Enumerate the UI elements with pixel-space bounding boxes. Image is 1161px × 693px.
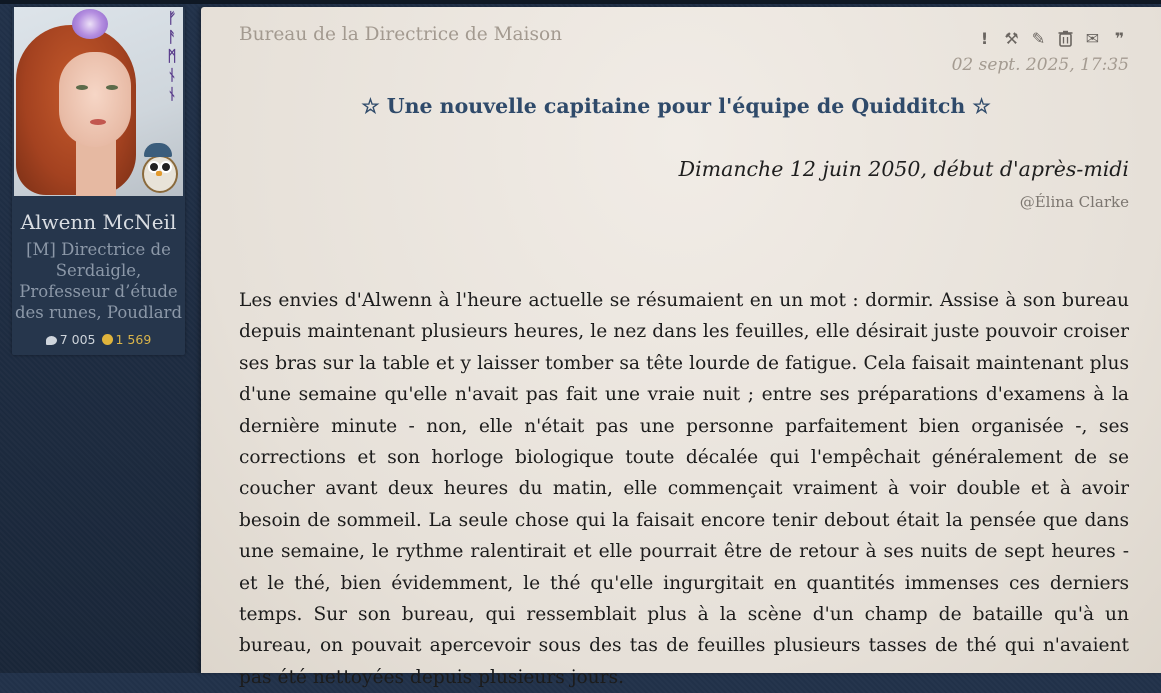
quote-icon[interactable]: ❞ [1114, 28, 1125, 48]
rune: ᚾ [167, 85, 177, 103]
post-location[interactable]: Bureau de la Directrice de Maison [239, 24, 563, 45]
avatar[interactable] [14, 7, 183, 196]
rune: ᚨ [167, 28, 177, 46]
owl-hat [144, 143, 172, 157]
rune: ᚠ [167, 9, 177, 27]
owl-icon [134, 141, 182, 193]
rune: ᚾ [167, 66, 177, 84]
post-title: ☆ Une nouvelle capitaine pour l'équipe de Quidditch ☆ [361, 94, 991, 118]
message-count: 7 005 [59, 332, 96, 347]
post-date[interactable]: 02 sept. 2025, 17:35 [951, 55, 1129, 75]
avatar-eye-right [106, 85, 118, 90]
message-count-icon [46, 336, 57, 345]
author-stats [12, 332, 185, 347]
author-rank: [M] Directrice de Serdaigle, Professeur d’étude des runes, Poudlard [14, 240, 183, 322]
avatar-face [59, 52, 131, 147]
rune: ᛗ [167, 47, 177, 65]
report-icon[interactable]: ! [980, 28, 989, 48]
delete-icon[interactable] [1056, 28, 1075, 48]
post-subtitle: Dimanche 12 juin 2050, début d'après-midi [678, 157, 1129, 181]
mail-icon[interactable]: ✉ [1085, 28, 1100, 48]
author-profile-card [12, 7, 185, 355]
post-body: Les envies d'Alwenn à l'heure actuelle se résumaient en un mot : dormir. Assise à son bureau depuis maintenant plusieurs heures, le nez dans les feuilles, elle désirait juste pouvoir croiser ses bras sur la table et y laisser tomber sa tête lourde de fatigue. Cela faisait maintenant plus d'une semaine qu'elle n'avait pas fait une vraie nuit ; entre ses préparations d'examens à la dernière minute - non, elle n'était pas une personne parfaitement bien organisée -, ses corrections et son horloge biologique toute décalée qui l'empêchait généralement de se coucher avant deux heures du matin, elle commençait vraiment à voir double et à avoir besoin de sommeil. La seule chose qui la faisait encore tenir debout était la pensée que dans une semaine, le rythme ralentirait et elle pourrait être de retour à ses nuits de sept heures - et le thé, bien évidemment, le thé qu'elle ingurgitait en quantités immenses ces derniers temps. Sur son bureau, qui ressemblait plus à la scène d'un champ de bataille qu'à un bureau, on pouvait apercevoir sous des tas de feuilles plusieurs tasses de thé qui n'avaient pas été nettoyées depuis plusieurs jours. [239, 290, 1129, 688]
coin-count: 1 569 [115, 332, 152, 347]
post-actions [975, 27, 1129, 49]
post-panel [201, 7, 1161, 688]
gavel-icon[interactable]: ⚒ [1004, 28, 1019, 48]
owl-beak [156, 171, 162, 176]
avatar-eye-left [76, 85, 88, 90]
coin-icon [102, 334, 113, 345]
flower-icon [72, 9, 108, 39]
runes-column [164, 9, 180, 104]
post-mention[interactable]: @Élina Clarke [1019, 193, 1129, 211]
author-name[interactable]: Alwenn McNeil [20, 210, 177, 234]
avatar-lips [90, 119, 106, 125]
top-border [0, 0, 1161, 4]
edit-icon[interactable]: ✎ [1031, 28, 1046, 48]
